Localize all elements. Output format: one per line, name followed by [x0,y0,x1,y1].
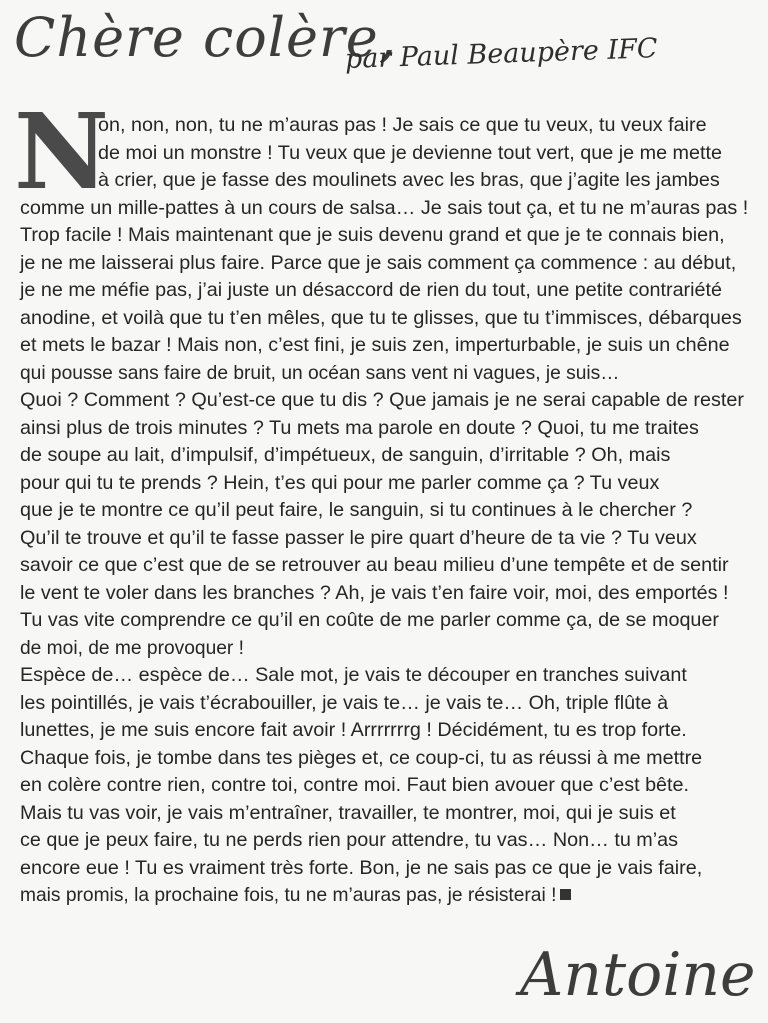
text-line: le vent te voler dans les branches ? Ah, je vais t’en faire voir, moi, des emportés ! [20,582,729,604]
drop-cap-letter: N [14,90,110,213]
text-line: à crier, que je fasse des moulinets avec les bras, que j’agite les jambes [98,170,720,191]
text-line: Chaque fois, je tombe dans tes pièges et, ce coup-ci, tu as réussi à me mettre [20,747,703,769]
text-line: Espèce de… espèce de… Sale mot, je vais te découper en tranches suivant [20,665,687,686]
text-line: anodine, et voilà que tu t’en mêles, que tu te glisses, que tu t’immisces, débarques [20,307,742,329]
text-line: qui pousse sans faire de bruit, un océan sans vent ni vagues, je suis… [20,362,620,384]
text-line: Mais tu vas voir, je vais m’entraîner, travailler, te montrer, moi, qui je suis et [20,802,676,824]
text-line: Quoi ? Comment ? Qu’est-ce que tu dis ? Que jamais je ne serai capable de rester [20,390,744,411]
text-line: Qu’il te trouve et qu’il te fasse passer le pire quart d’heure de ta vie ? Tu veux [20,527,697,549]
final-line-text: mais promis, la prochaine fois, tu ne m’auras pas, je résisterai ! [20,885,557,906]
text-line: encore eue ! Tu es vraiment très forte. Bon, je ne sais pas ce que je vais faire, [20,857,703,879]
text-line: Tu vas vite comprendre ce qu’il en coûte de me parler comme ça, de se moquer [20,610,719,631]
text-line: et mets le bazar ! Mais non, c’est fini, je suis zen, imperturbable, je suis un chêne [20,335,730,356]
text-line: lunettes, je me suis encore fait avoir ! Arrrrrrrg ! Décidément, tu es trop forte. [20,720,687,741]
letter-title: Chère colère, [14,6,397,69]
text-line: on, non, non, tu ne m’auras pas ! Je sais ce que tu veux, tu veux faire [98,115,707,136]
text-line: comme un mille-pattes à un cours de salsa… Je sais tout ça, et tu ne m’auras pas ! [20,197,749,219]
text-line: savoir ce que c’est que de se retrouver au beau milieu d’une tempête et de sentir [20,555,729,576]
text-line-final [20,882,571,910]
text-line: en colère contre rien, contre toi, contre moi. Faut bien avouer que c’est bête. [20,775,690,796]
text-line: je ne me méfie pas, j’ai juste un désaccord de rien du tout, une petite contrariété [20,280,723,301]
text-line: de moi, de me provoquer ! [20,637,244,659]
text-line: ainsi plus de trois minutes ? Tu mets ma parole en doute ? Quoi, tu me traites [20,417,699,439]
text-line: les pointillés, je vais t’écrabouiller, je vais te… je vais te… Oh, triple flûte à [20,692,669,714]
end-mark-icon [560,889,571,900]
text-line: Trop facile ! Mais maintenant que je suis devenu grand et que je te connais bien, [20,225,725,246]
text-line: de moi un monstre ! Tu veux que je devienne tout vert, que je me mette [98,142,722,164]
text-line: pour qui tu te prends ? Hein, t’es qui pour me parler comme ça ? Tu veux [20,472,660,494]
text-line: que je te montre ce qu’il peut faire, le sanguin, si tu continues à le chercher ? [20,500,693,521]
signature: Antoine [520,940,756,1010]
author-byline: par Paul Beaupère IFC [344,33,658,75]
text-line: je ne me laisserai plus faire. Parce que je sais comment ça commence : au début, [20,252,737,274]
text-line: de soupe au lait, d’impulsif, d’impétueux, de sanguin, d’irritable ? Oh, mais [20,445,671,466]
text-line: ce que je peux faire, tu ne perds rien pour attendre, tu vas… Non… tu m’as [20,830,679,851]
